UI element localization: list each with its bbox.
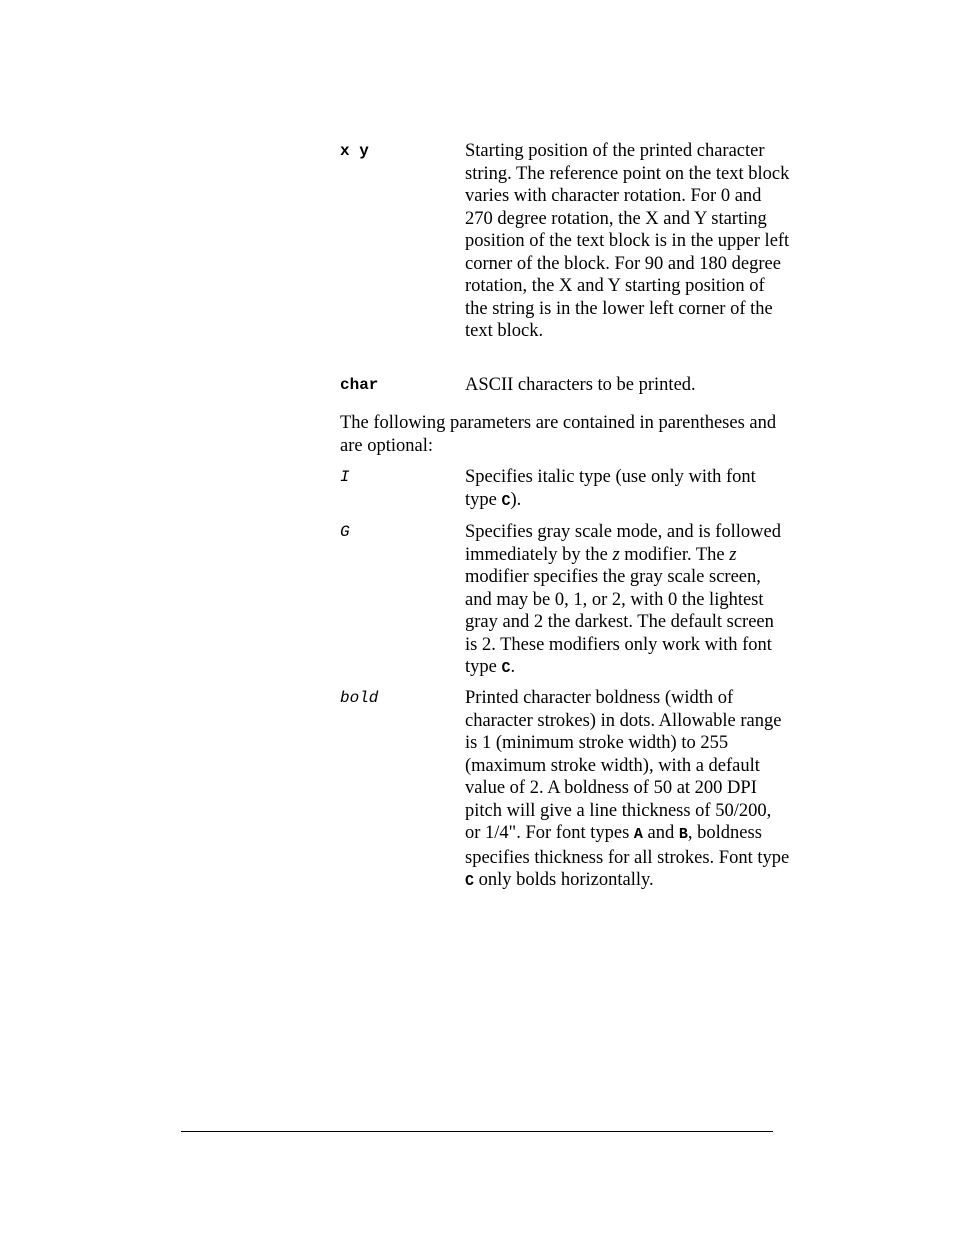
code-c: C [501,660,511,677]
code-c: C [501,492,511,510]
description-bold: Printed character boldness (width of character strokes) in dots. Allowable range is 1 (minimum stroke width) to 255 (maximum stroke width), with a default value of 2. A boldness of 50 at 200 DPI pitch will give a line thickness of 50/200, or 1/4". For font types A and B, boldness specifies thickness for all strokes. Font type C only bolds horizontally. [465,688,790,890]
term-italic: I [340,468,350,486]
description-char: ASCII characters to be printed. [465,375,696,395]
z-modifier: z [729,544,737,565]
term-char: char [340,376,379,394]
term-bold: bold [340,689,379,707]
code-a: A [633,826,643,843]
code-b: B [678,826,688,843]
term-gray: G [340,523,350,541]
optional-intro: The following parameters are contained in parentheses and are optional: [340,413,777,456]
code-c: C [465,873,475,890]
term-xy: x y [340,142,369,160]
description-gray: Specifies gray scale mode, and is followed immediately by the z modifier. The z modifier specifies the gray scale screen, and may be 0, 1, or 2, with 0 the lightest gray and 2 the darkest. The default screen is 2. These modifiers only work with font type C. [465,522,781,677]
description-xy: Starting position of the printed character string. The reference point on the text block varies with character rotation. For 0 and 270 degree rotation, the X and Y starting position of the text block is in the upper left corner of the block. For 90 and 180 degree rotation, the X and Y starting position of the string is in the lower left corner of the text block. [465,141,790,341]
description-italic: Specifies italic type (use only with font type C). [465,467,756,510]
footer-rule [181,1131,773,1132]
z-modifier: z [612,544,620,565]
